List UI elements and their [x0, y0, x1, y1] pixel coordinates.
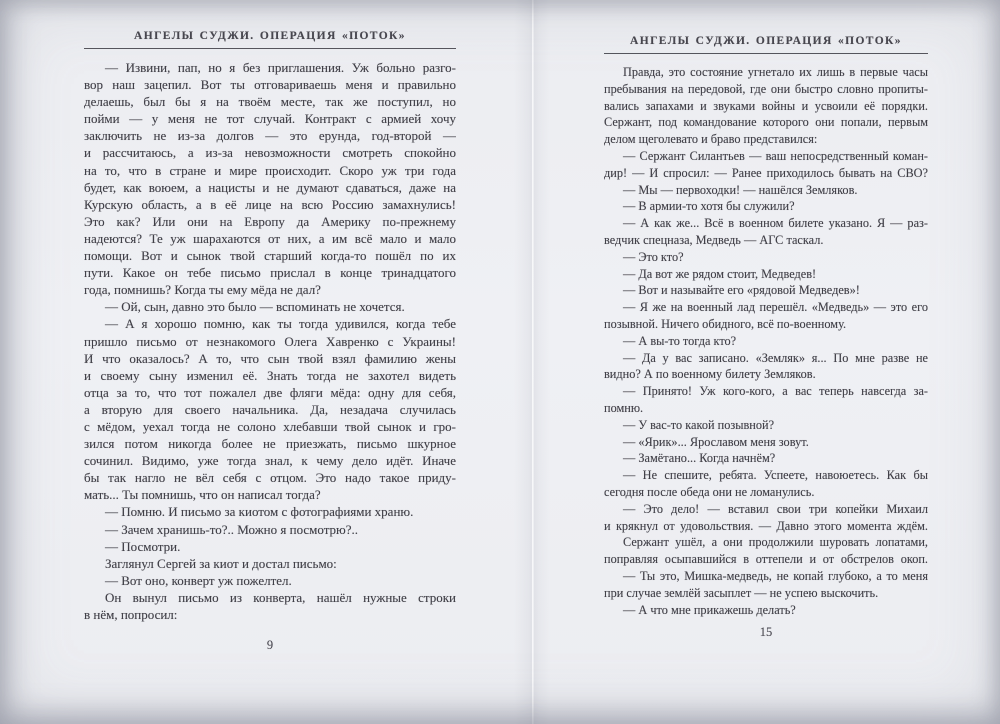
text-line: И что оказалось? А то, что сын твой взял фамилию жены	[84, 350, 456, 366]
text-line: — Принято! Уж кого-кого, а вас теперь навсегда за-	[623, 384, 928, 399]
text-line: помню.	[604, 400, 644, 415]
text-line: — Это дело! — вставил свои три копейки Михаил	[623, 501, 928, 516]
text-line: сочинил. Видимо, уже тогда знал, к чему дело идёт. Иначе	[84, 453, 456, 469]
text-line: — Ты это, Мишка-медведь, не копай глубоко, а то меня	[623, 568, 928, 583]
text-line: бы так нагло не вёл себя с отцом. Это надо такое приду-	[84, 470, 456, 486]
text-line: и крякнул от удовольствия. — Давно этого момента ждём.	[604, 518, 928, 533]
text-line: — А что мне прикажешь делать?	[623, 602, 796, 617]
text-line: Это как? Или они на Европу да Америку по-прежнему	[84, 213, 456, 229]
text-line: вались запахами и звуками войны и усвоили её порядки.	[604, 98, 928, 113]
text-block-left	[84, 59, 456, 623]
text-line: — Да вот же рядом стоит, Медведев!	[623, 266, 817, 281]
text-line: отца за то, что тот пожалел две фляги мёда: одну для себя,	[84, 384, 456, 400]
text-line: видно? А по военному билету Земляков.	[604, 367, 816, 382]
text-line: помощи. Вот и сынок твой старший когда-то пошёл по их	[84, 248, 456, 264]
text-line: Заглянул Сергей за киот и достал письмо:	[105, 555, 337, 571]
text-line: в нём, попросил:	[84, 607, 178, 622]
text-line: — В армии-то хотя бы служили?	[623, 199, 795, 214]
text-line: дир! — И спросил: — Ранее приходилось бывать на СВО?	[604, 165, 928, 180]
text-line: Сержант ушёл, а они продолжили шуровать лопатами,	[623, 535, 928, 550]
text-line: Правда, это состояние угнетало их лишь в первые часы	[623, 65, 928, 79]
text-line: будет, как воюем, а нацисты и не думают сдаваться, даже на	[84, 179, 456, 195]
text-line: — Мы — первоходки! — нашёлся Земляков.	[623, 182, 858, 197]
text-line: сегодня после обеда они не ломанулись.	[604, 484, 815, 499]
text-line: — Да у вас записано. «Земляк» я... По мне разве не	[623, 350, 928, 365]
text-line: ведчик спецназа, Медведь — АГС таскал.	[604, 232, 824, 247]
page-number-right: 15	[759, 625, 773, 640]
text-line: — Замётано... Когда начнём?	[623, 451, 776, 466]
text-line: Курскую область, а в её лице на всю Россию замахнулись!	[84, 196, 456, 212]
text-line: — Посмотри.	[105, 538, 181, 554]
text-line: и своему сыну изменил её. Знать тогда не захотел видеть	[84, 367, 456, 383]
text-line: — Помню. И письмо за киотом с фотографиями храню.	[105, 504, 414, 520]
text-line: — А как же... Всё в военном билете указано. Я — раз-	[623, 216, 928, 231]
text-line: делом щеголевато и браво представился:	[604, 132, 818, 147]
book-gutter-fold	[514, 0, 550, 724]
text-line: вор наш зацепил. Вот ты отговариваешь меня и правильно	[84, 77, 456, 93]
text-line: Он вынул письмо из конверта, нашёл нужные строки	[105, 589, 456, 605]
text-line: делаешь, был бы я на твоём месте, так же поступил, но	[84, 94, 456, 110]
text-line: при случае землёй засыплет — не успею выскочить.	[604, 585, 879, 600]
text-line: пришло письмо от незнакомого Олега Хавренко с Украины!	[84, 333, 456, 349]
page-number-left: 9	[266, 638, 274, 653]
book-page-left	[84, 30, 456, 653]
text-line: — «Ярик»... Ярославом меня зовут.	[623, 434, 809, 449]
running-head-left: АНГЕЛЫ СУДЖИ. ОПЕРАЦИЯ «ПОТОК»	[84, 30, 456, 49]
text-line: на то, что в стране и мире происходит. Скоро уж три года	[84, 162, 456, 178]
text-line: — У вас-то какой позывной?	[623, 417, 775, 432]
text-line: заключить не из-за долгов — это ерунда, год-второй —	[84, 128, 456, 144]
text-line: — Ой, сын, давно это было — вспоминать не хочется.	[105, 299, 405, 315]
text-line: года, помнишь? Когда ты ему мёда не дал?	[84, 282, 321, 298]
text-line: — Не спешите, ребята. Успеете, навоюетесь. Как бы	[623, 468, 928, 483]
text-line: — Вот оно, конверт уж пожелтел.	[105, 572, 292, 588]
book-page-right	[604, 35, 928, 640]
text-line: пребывания на передовой, где они быстро словно пропиты-	[604, 81, 928, 96]
text-line: и рассчитаюсь, а из-за невозможности смотреть спокойно	[84, 145, 456, 161]
text-line: поправляя осыпавшийся в оттепели и от обстрелов окоп.	[604, 552, 928, 567]
text-line: — Это кто?	[623, 249, 684, 264]
text-line: — Вот и называйте его «рядовой Медведев»!	[623, 283, 860, 298]
text-line: — Сержант Силантьев — ваш непосредственный коман-	[623, 148, 928, 163]
text-line: пойми — у меня не тот случай. Контракт с армией хочу	[84, 111, 456, 127]
text-line: позывной. Ничего обидного, всё по-военному.	[604, 316, 847, 331]
running-head-right: АНГЕЛЫ СУДЖИ. ОПЕРАЦИЯ «ПОТОК»	[604, 35, 928, 54]
text-line: — А вы-то тогда кто?	[623, 333, 737, 348]
text-line: — А я хорошо помню, как ты тогда удивился, когда тебе	[105, 316, 456, 332]
text-line: пути. Какое он тебе письмо прислал в конце тринадцатого	[84, 265, 456, 281]
text-line: Сержант, под командование которого они попали, первым	[604, 115, 928, 130]
text-line: мать... Ты помнишь, что он написал тогда?	[84, 487, 321, 503]
text-line: — Извини, пап, но я без приглашения. Уж больно разго-	[105, 60, 456, 75]
text-line: зился потом никогда более не приезжать, письмо шкурное	[84, 436, 456, 452]
text-block-right	[604, 64, 928, 618]
text-line: — Зачем хранишь-то?.. Можно я посмотрю?..	[105, 521, 359, 537]
text-line: — Я же на военный лад перешёл. «Медведь» — это его	[623, 300, 928, 315]
text-line: с мёдом, уехал тогда не солоно хлебавши твой сынок и гро-	[84, 418, 456, 434]
text-line: а вторую для своего начальника. Да, незадача случилась	[84, 401, 456, 417]
text-line: надеются? Те уж шарахаются от них, а им всё мало и мало	[84, 230, 456, 246]
